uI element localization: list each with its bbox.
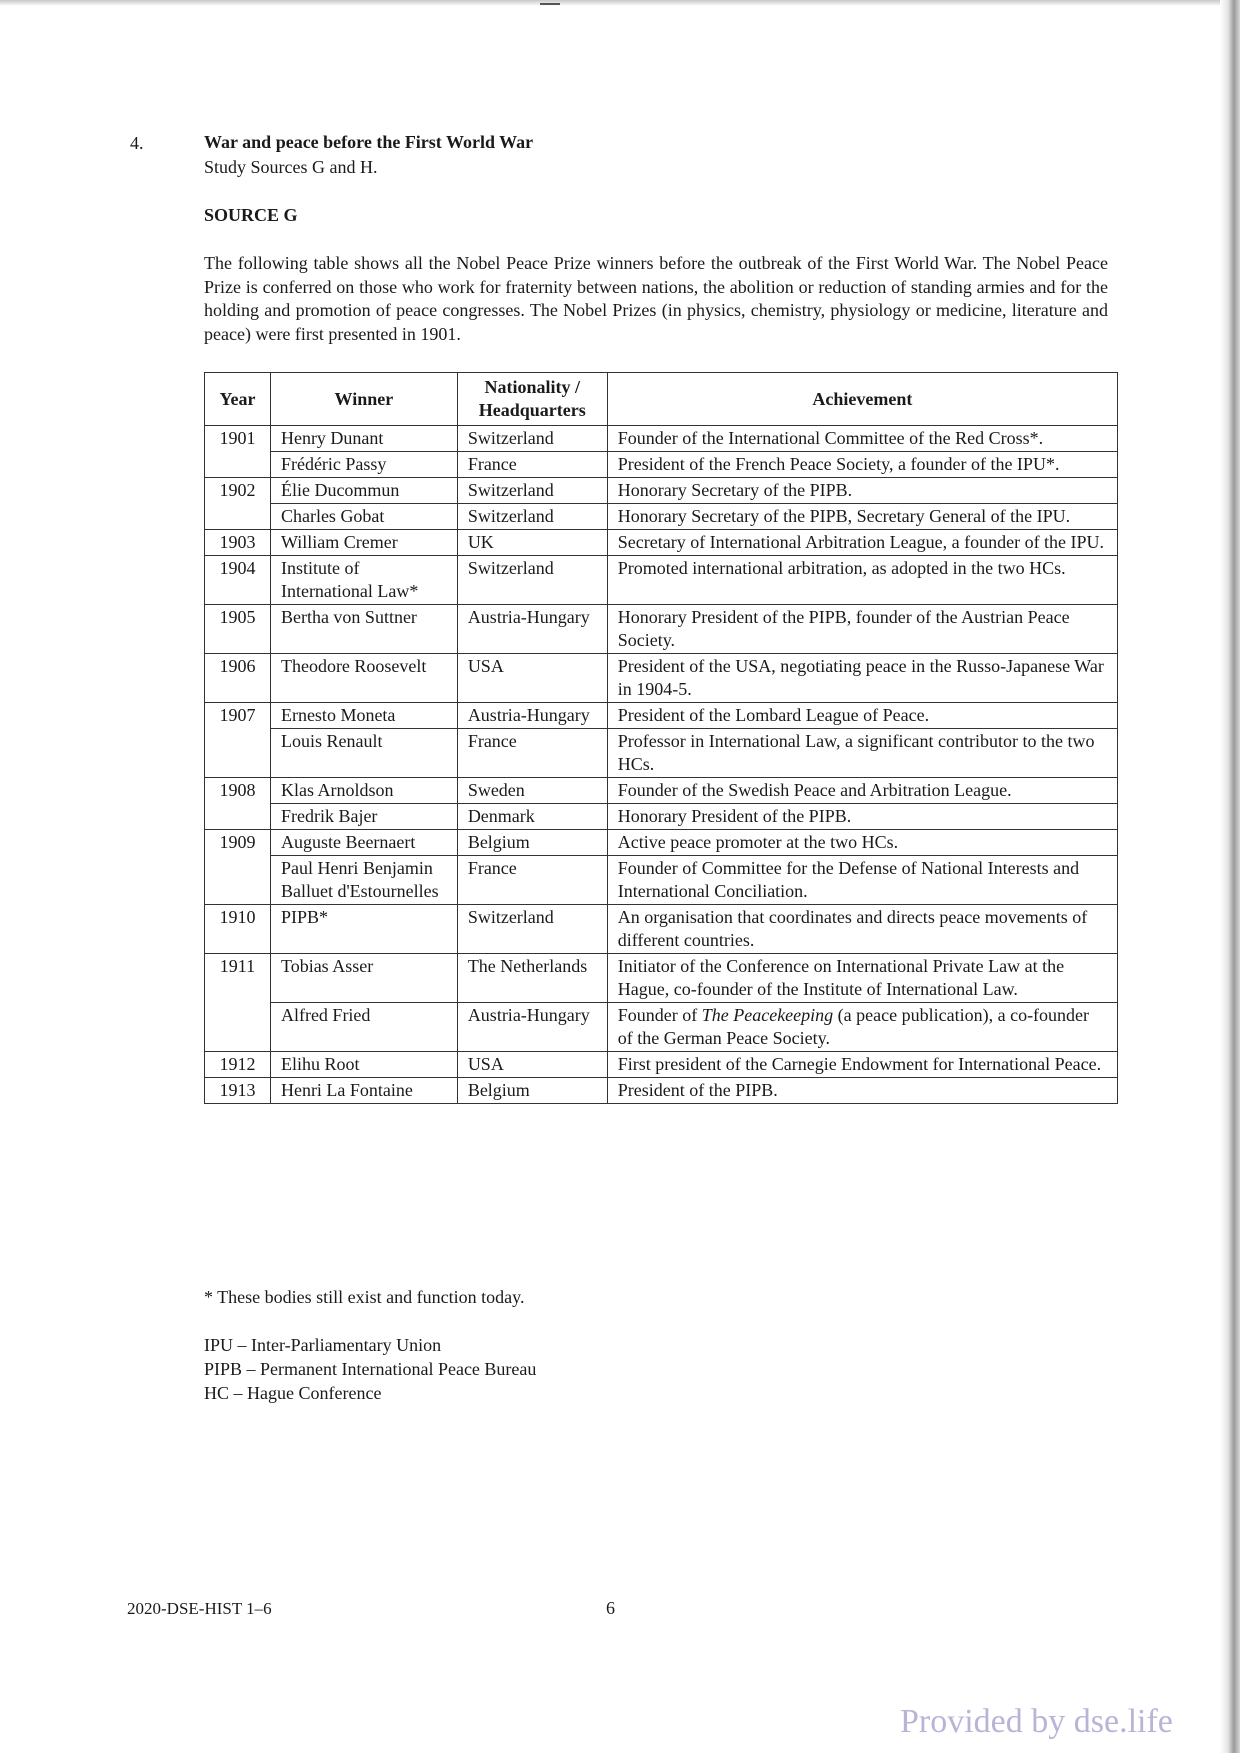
table-row: [205, 654, 1118, 703]
table-row: [205, 1078, 1118, 1104]
year-cell: 1903: [205, 530, 271, 556]
winner-cell: Institute of International Law*: [270, 556, 457, 605]
header-winner: Winner: [270, 373, 457, 426]
achievement-cell: Founder of the Swedish Peace and Arbitration League.: [607, 778, 1117, 804]
table-row: [205, 1003, 1118, 1052]
nationality-cell: Denmark: [457, 804, 607, 830]
nationality-cell: Switzerland: [457, 556, 607, 605]
achievement-cell: Promoted international arbitration, as adopted in the two HCs.: [607, 556, 1117, 605]
nationality-cell: Austria-Hungary: [457, 703, 607, 729]
nobel-table: [204, 372, 1118, 1104]
winner-cell: William Cremer: [270, 530, 457, 556]
year-cell: 1913: [205, 1078, 271, 1104]
year-cell: 1910: [205, 905, 271, 954]
achievement-cell: Founder of Committee for the Defense of National Interests and International Conciliation.: [607, 856, 1117, 905]
nationality-cell: Switzerland: [457, 426, 607, 452]
scan-edge-top: [0, 0, 1240, 6]
achievement-cell: Honorary President of the PIPB, founder of the Austrian Peace Society.: [607, 605, 1117, 654]
winner-cell: Charles Gobat: [270, 504, 457, 530]
table-row: [205, 556, 1118, 605]
achievement-cell: President of the PIPB.: [607, 1078, 1117, 1104]
winner-cell: Alfred Fried: [270, 1003, 457, 1052]
table-row: [205, 452, 1118, 478]
achievement-cell: Active peace promoter at the two HCs.: [607, 830, 1117, 856]
winner-cell: PIPB*: [270, 905, 457, 954]
table-row: [205, 504, 1118, 530]
nationality-cell: Austria-Hungary: [457, 1003, 607, 1052]
nationality-cell: France: [457, 452, 607, 478]
nationality-cell: USA: [457, 654, 607, 703]
table-header-row: [205, 373, 1118, 426]
nationality-cell: France: [457, 856, 607, 905]
nationality-cell: UK: [457, 530, 607, 556]
achievement-cell: President of the Lombard League of Peace.: [607, 703, 1117, 729]
achievement-cell: An organisation that coordinates and directs peace movements of different countries.: [607, 905, 1117, 954]
winner-cell: Elihu Root: [270, 1052, 457, 1078]
winner-cell: Tobias Asser: [270, 954, 457, 1003]
achievement-text: (a peace publication), a co-founder of the German Peace Society.: [617, 1005, 1090, 1048]
nationality-cell: Switzerland: [457, 905, 607, 954]
achievement-cell: President of the USA, negotiating peace in the Russo-Japanese War in 1904-5.: [607, 654, 1117, 703]
winner-cell: Fredrik Bajer: [270, 804, 457, 830]
year-cell: 1904: [205, 556, 271, 605]
year-cell: 1908: [205, 778, 271, 830]
scan-edge-right: [1220, 0, 1240, 1753]
table-row: [205, 954, 1118, 1003]
table-row: [205, 1052, 1118, 1078]
nationality-cell: Switzerland: [457, 478, 607, 504]
table-row: [205, 703, 1118, 729]
winner-cell: Frédéric Passy: [270, 452, 457, 478]
table-row: [205, 729, 1118, 778]
table-row: [205, 478, 1118, 504]
table-row: [205, 804, 1118, 830]
table-row: [205, 426, 1118, 452]
table-footnote: * These bodies still exist and function today.: [204, 1287, 525, 1307]
nationality-cell: USA: [457, 1052, 607, 1078]
year-cell: 1909: [205, 830, 271, 905]
nationality-cell: The Netherlands: [457, 954, 607, 1003]
paper-code: 2020-DSE-HIST 1–6: [127, 1599, 272, 1618]
achievement-cell: Initiator of the Conference on International Private Law at the Hague, co-founder of the Institute of International Law.: [607, 954, 1117, 1003]
winner-cell: Theodore Roosevelt: [270, 654, 457, 703]
nationality-cell: France: [457, 729, 607, 778]
achievement-text: Founder of: [617, 1005, 702, 1025]
abbreviation-hc: HC – Hague Conference: [204, 1383, 382, 1403]
page-number: 6: [606, 1598, 615, 1618]
year-cell: 1912: [205, 1052, 271, 1078]
year-cell: 1901: [205, 426, 271, 478]
publication-title: The Peacekeeping: [701, 1005, 834, 1025]
achievement-cell: President of the French Peace Society, a founder of the IPU*.: [607, 452, 1117, 478]
winner-cell: Henri La Fontaine: [270, 1078, 457, 1104]
table-row: [205, 905, 1118, 954]
table-row: [205, 830, 1118, 856]
nationality-cell: Sweden: [457, 778, 607, 804]
winner-cell: Henry Dunant: [270, 426, 457, 452]
achievement-cell: [607, 1003, 1117, 1052]
winner-cell: Paul Henri Benjamin Balluet d'Estournelles: [270, 856, 457, 905]
achievement-cell: Founder of the International Committee of the Red Cross*.: [607, 426, 1117, 452]
year-cell: 1905: [205, 605, 271, 654]
abbreviation-list: [204, 1333, 536, 1405]
achievement-cell: Honorary Secretary of the PIPB, Secretary General of the IPU.: [607, 504, 1117, 530]
source-heading: SOURCE G: [204, 205, 298, 225]
table-row: [205, 530, 1118, 556]
question-title: War and peace before the First World War: [204, 132, 534, 152]
winner-cell: Élie Ducommun: [270, 478, 457, 504]
nationality-cell: Belgium: [457, 1078, 607, 1104]
year-cell: 1902: [205, 478, 271, 530]
achievement-cell: Professor in International Law, a significant contributor to the two HCs.: [607, 729, 1117, 778]
watermark: Provided by dse.life: [900, 1703, 1173, 1740]
achievement-cell: First president of the Carnegie Endowment for International Peace.: [607, 1052, 1117, 1078]
year-cell: 1911: [205, 954, 271, 1052]
winner-cell: Auguste Beernaert: [270, 830, 457, 856]
year-cell: 1906: [205, 654, 271, 703]
nationality-cell: Austria-Hungary: [457, 605, 607, 654]
winner-cell: Ernesto Moneta: [270, 703, 457, 729]
table-row: [205, 605, 1118, 654]
achievement-cell: Honorary President of the PIPB.: [607, 804, 1117, 830]
header-nationality: Nationality / Headquarters: [457, 373, 607, 426]
question-instruction: Study Sources G and H.: [204, 157, 378, 177]
winner-cell: Bertha von Suttner: [270, 605, 457, 654]
winner-cell: Louis Renault: [270, 729, 457, 778]
abbreviation-ipu: IPU – Inter-Parliamentary Union: [204, 1335, 442, 1355]
source-intro: The following table shows all the Nobel Peace Prize winners before the outbreak of the First World War. The Nobel Peace Prize is conferred on those who work for fraternity between nations, the abolition or reduction of standing armies and for the holding and promotion of peace congresses. The Nobel Prizes (in physics, chemistry, physiology or medicine, literature and peace) were first presented in 1901.: [204, 253, 1108, 344]
winner-cell: Klas Arnoldson: [270, 778, 457, 804]
scan-mark: [540, 3, 560, 5]
table-row: [205, 778, 1118, 804]
achievement-cell: Secretary of International Arbitration League, a founder of the IPU.: [607, 530, 1117, 556]
table-row: [205, 856, 1118, 905]
nationality-cell: Switzerland: [457, 504, 607, 530]
header-achievement: Achievement: [607, 373, 1117, 426]
year-cell: 1907: [205, 703, 271, 778]
header-year: Year: [205, 373, 271, 426]
nationality-cell: Belgium: [457, 830, 607, 856]
question-number: 4.: [130, 133, 144, 153]
achievement-cell: Honorary Secretary of the PIPB.: [607, 478, 1117, 504]
abbreviation-pipb: PIPB – Permanent International Peace Bureau: [204, 1359, 537, 1379]
